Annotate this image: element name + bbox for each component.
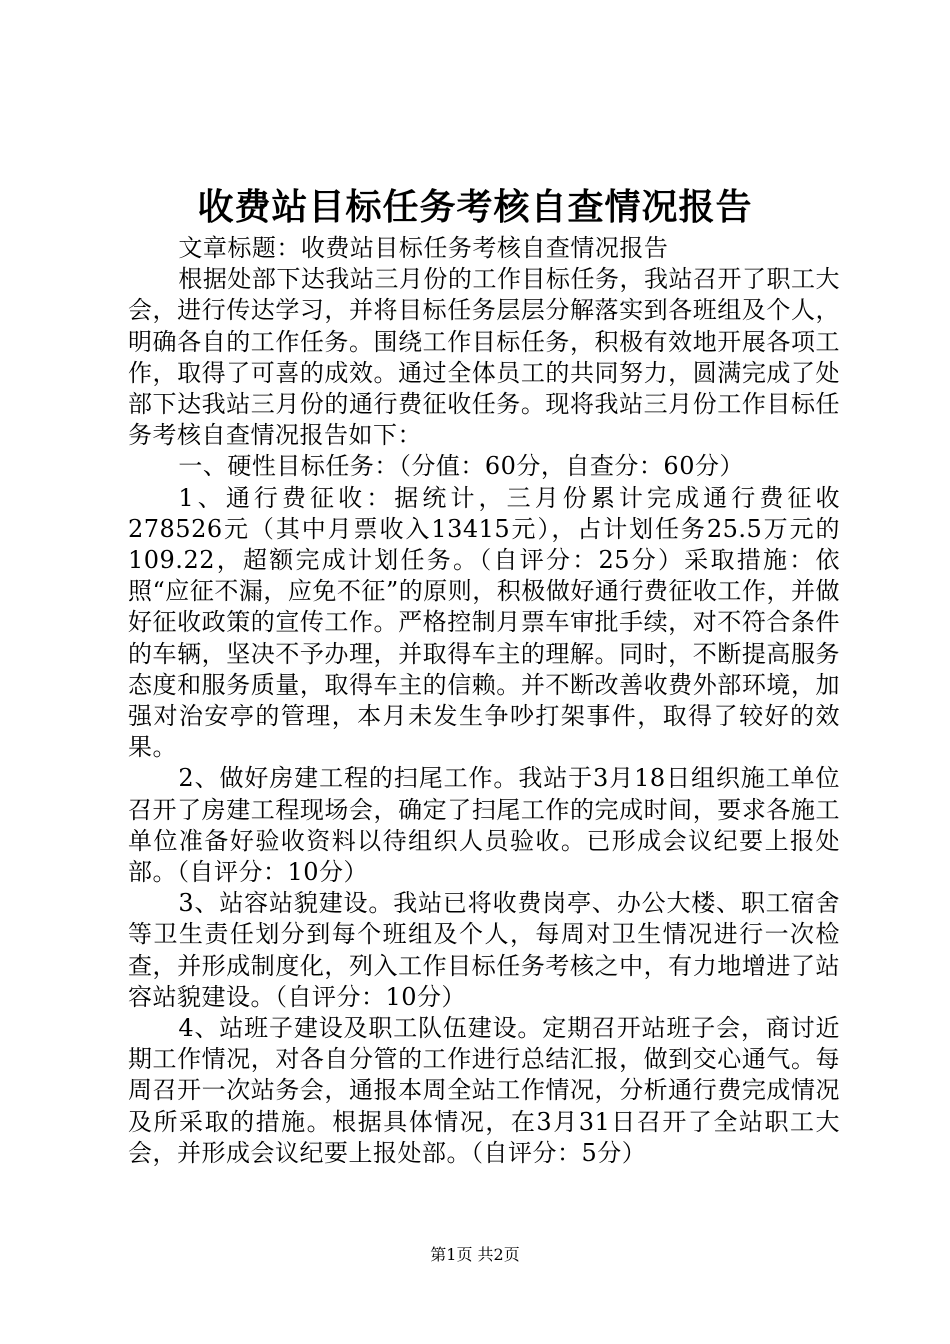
item-1-paragraph: 1、通行费征收：据统计，三月份累计完成通行费征收278526元（其中月票收入13415元），占计划任务25.5万元的109.22，超额完成计划任务。（自评分：25分）采取措施：依照“应征不漏，应免不征”的原则，积极做好通行费征收工作，并做好征收政策的宣传工作。严格控制月票车审批手续，对不符合条件的车辆，坚决不予办理，并取得车主的理解。同时，不断提高服务态度和服务质量，取得车主的信赖。并不断改善收费外部环境，加强对治安亭的管理，本月未发生争吵打架事件，取得了较好的效果。 bbox=[128, 483, 840, 762]
item-2-paragraph: 2、做好房建工程的扫尾工作。我站于3月18日组织施工单位召开了房建工程现场会，确定了扫尾工作的完成时间，要求各施工单位准备好验收资料以待组织人员验收。已形成会议纪要上报处部。（自评分：10分） bbox=[128, 764, 840, 887]
document-title: 收费站目标任务考核自查情况报告 bbox=[197, 186, 753, 228]
item-4-paragraph: 4、站班子建设及职工队伍建设。定期召开站班子会，商讨近期工作情况，对各自分管的工作进行总结汇报，做到交心通气。每周召开一次站务会，通报本周全站工作情况，分析通行费完成情况及所采取的措施。根据具体情况，在3月31日召开了全站职工大会，并形成会议纪要上报处部。（自评分：5分） bbox=[128, 1014, 840, 1167]
intro-paragraph: 根据处部下达我站三月份的工作目标任务，我站召开了职工大会，进行传达学习，并将目标任务层层分解落实到各班组及个人，明确各自的工作任务。围绕工作目标任务，积极有效地开展各项工作，取得了可喜的成效。通过全体员工的共同努力，圆满完成了处部下达我站三月份的通行费征收任务。现将我站三月份工作目标任务考核自查情况报告如下： bbox=[128, 265, 840, 450]
page-number-footer: 第1页 共2页 bbox=[430, 1245, 520, 1264]
document-body bbox=[128, 233, 840, 1169]
article-title-line: 文章标题：收费站目标任务考核自查情况报告 bbox=[178, 234, 669, 262]
section-heading: 一、硬性目标任务：（分值：60分，自查分：60分） bbox=[178, 452, 744, 481]
item-3-paragraph: 3、站容站貌建设。我站已将收费岗亭、办公大楼、职工宿舍等卫生责任划分到每个班组及个人，每周对卫生情况进行一次检查，并形成制度化，列入工作目标任务考核之中，有力地增进了站容站貌建设。（自评分：10分） bbox=[128, 889, 840, 1011]
